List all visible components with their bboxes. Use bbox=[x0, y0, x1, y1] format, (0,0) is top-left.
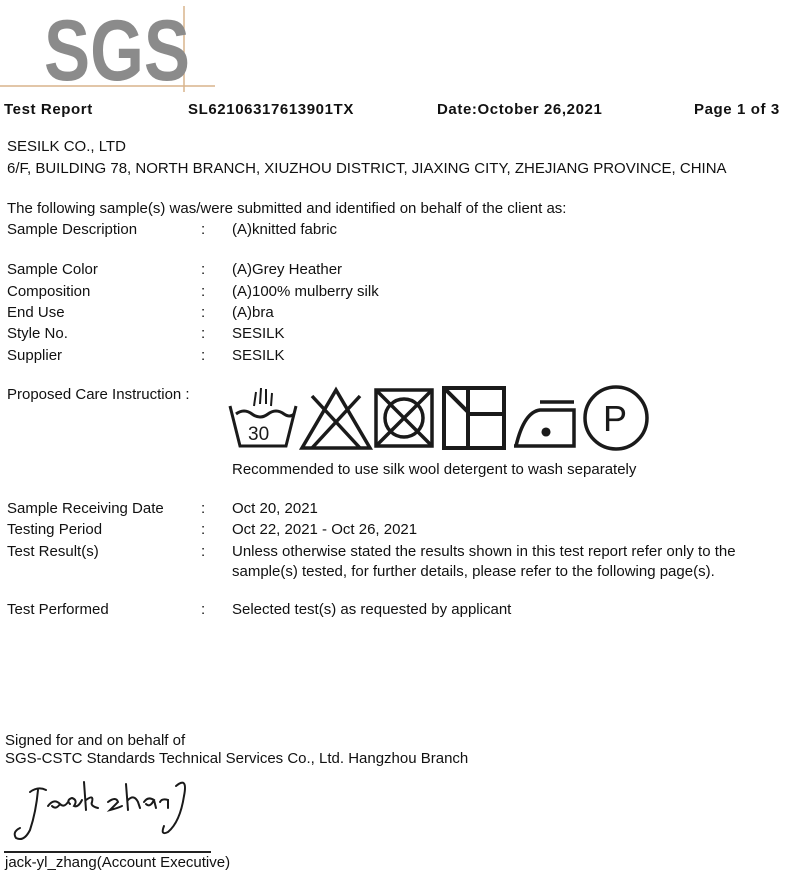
signature-line bbox=[4, 851, 211, 853]
test-result-line2: sample(s) tested, for further details, please refer to the following page(s). bbox=[232, 563, 715, 580]
signatory-name: jack-yl_zhang(Account Executive) bbox=[5, 854, 231, 871]
report-number: SL62106317613901TX bbox=[188, 101, 354, 118]
iron-low-icon bbox=[514, 402, 574, 446]
description-label: Sample Description bbox=[7, 221, 138, 238]
end-use-value: (A)bra bbox=[232, 304, 274, 321]
report-label: Test Report bbox=[4, 101, 93, 118]
report-date: Date:October 26,2021 bbox=[437, 101, 603, 118]
supplier-value: SESILK bbox=[232, 347, 285, 364]
hand-wash-30-icon bbox=[230, 388, 296, 446]
description-colon: : bbox=[201, 221, 206, 238]
receiving-date-colon: : bbox=[201, 500, 206, 517]
signoff-line2: SGS-CSTC Standards Technical Services Co., Ltd. Hangzhou Branch bbox=[5, 750, 469, 767]
style-colon: : bbox=[201, 325, 206, 342]
composition-colon: : bbox=[201, 283, 206, 300]
test-result-line1: Unless otherwise stated the results shown in this test report refer only to the bbox=[232, 543, 736, 560]
style-label: Style No. bbox=[7, 325, 68, 342]
client-name: SESILK CO., LTD bbox=[7, 138, 126, 155]
color-value: (A)Grey Heather bbox=[232, 261, 343, 278]
color-label: Sample Color bbox=[7, 261, 98, 278]
dry-in-shade-icon bbox=[444, 388, 504, 448]
test-performed-label: Test Performed bbox=[7, 601, 109, 618]
description-value: (A)knitted fabric bbox=[232, 221, 338, 238]
client-address: 6/F, BUILDING 78, NORTH BRANCH, XIUZHOU DISTRICT, JIAXING CITY, ZHEJIANG PROVINCE, CHINA bbox=[7, 160, 727, 177]
handwritten-signature bbox=[8, 772, 198, 852]
receiving-date-value: Oct 20, 2021 bbox=[232, 500, 318, 517]
professional-clean-icon bbox=[585, 387, 647, 449]
testing-period-value: Oct 22, 2021 - Oct 26, 2021 bbox=[232, 521, 418, 538]
sgs-logo bbox=[0, 0, 215, 92]
composition-value: (A)100% mulberry silk bbox=[232, 283, 379, 300]
care-note: Recommended to use silk wool detergent to wash separately bbox=[232, 461, 637, 478]
intro-text: The following sample(s) was/were submitted and identified on behalf of the client as: bbox=[7, 200, 567, 217]
composition-label: Composition bbox=[7, 283, 91, 300]
end-use-label: End Use bbox=[7, 304, 65, 321]
test-performed-value: Selected test(s) as requested by applicant bbox=[232, 601, 512, 618]
svg-text:P: P bbox=[603, 398, 628, 439]
supplier-colon: : bbox=[201, 347, 206, 364]
end-use-colon: : bbox=[201, 304, 206, 321]
color-colon: : bbox=[201, 261, 206, 278]
svg-text:30: 30 bbox=[248, 424, 270, 445]
receiving-date-label: Sample Receiving Date bbox=[7, 500, 164, 517]
care-symbols bbox=[228, 384, 656, 454]
page-indicator: Page 1 of 3 bbox=[694, 101, 780, 118]
test-performed-colon: : bbox=[201, 601, 206, 618]
style-value: SESILK bbox=[232, 325, 285, 342]
supplier-label: Supplier bbox=[7, 347, 63, 364]
care-label: Proposed Care Instruction : bbox=[7, 386, 190, 403]
testing-period-label: Testing Period bbox=[7, 521, 103, 538]
signoff-line1: Signed for and on behalf of bbox=[5, 732, 186, 749]
testing-period-colon: : bbox=[201, 521, 206, 538]
test-result-colon: : bbox=[201, 543, 206, 560]
no-bleach-icon bbox=[302, 390, 370, 448]
no-tumble-dry-icon bbox=[376, 390, 432, 446]
test-result-label: Test Result(s) bbox=[7, 543, 99, 560]
svg-text:SGS: SGS bbox=[44, 3, 190, 92]
